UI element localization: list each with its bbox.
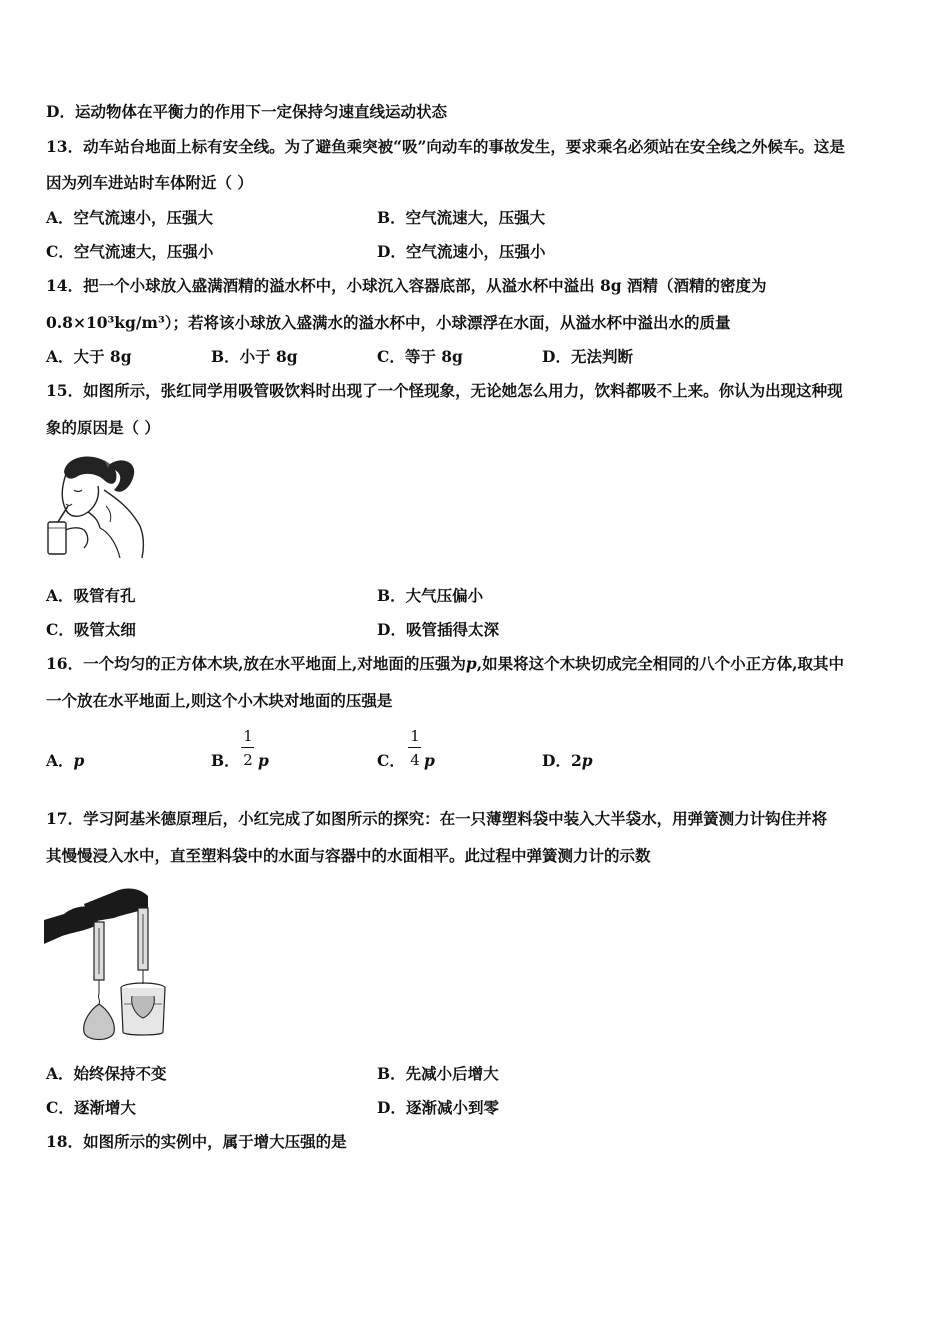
q16-stem-line1: 16．一个均匀的正方体木块,放在水平地面上,对地面的压强为p,如果将这个木块切成完全相同的八个小正方体,取其中: [46, 654, 845, 673]
q16-option-b-numerator: 1: [243, 727, 253, 745]
q13-stem-line2: 因为列车进站时车体附近（ ）: [46, 173, 253, 192]
q16-option-b-fraction-bar: [241, 747, 254, 748]
q16-pressure-var: p: [465, 654, 477, 673]
q15-stem-line2: 象的原因是（ ）: [46, 418, 160, 437]
girl-drinking-straw-figure: [44, 450, 148, 560]
q16-option-c-var: p: [424, 751, 435, 770]
q14-stem-line2: 0.8×10³kg/m³）；若将该小球放入盛满水的溢水杯中，小球漂浮在水面，从溢水杯中溢出水的质量: [46, 313, 731, 332]
q13-option-c: C．空气流速大，压强小: [46, 242, 214, 261]
q13-option-a: A．空气流速小，压强大: [46, 208, 214, 227]
q14-option-b: B．小于 8g: [211, 347, 298, 366]
q14-stem-line1: 14．把一个小球放入盛满酒精的溢水杯中，小球沉入容器底部，从溢水杯中溢出 8g 酒精（酒精的密度为: [46, 276, 767, 295]
q16-option-c-fraction-bar: [408, 747, 421, 748]
q17-option-d: D．逐渐减小到零: [377, 1098, 499, 1117]
q16-option-d: D．2p: [542, 751, 593, 770]
q13-option-b: B．空气流速大，压强大: [377, 208, 546, 227]
q15-option-b: B．大气压偏小: [377, 586, 484, 605]
q16-option-c-label: C．: [377, 751, 405, 770]
q14-option-c: C．等于 8g: [377, 347, 463, 366]
q17-option-b: B．先减小后增大: [377, 1064, 499, 1083]
q16-option-c-denominator: 4: [410, 751, 420, 769]
q16-option-b-denominator: 2: [243, 751, 253, 769]
q17-stem-line2: 其慢慢浸入水中，直至塑料袋中的水面与容器中的水面相平。此过程中弹簧测力计的示数: [46, 846, 651, 865]
spring-scale-experiment-figure: [44, 884, 172, 1046]
q18-stem-line1: 18．如图所示的实例中，属于增大压强的是: [46, 1132, 347, 1151]
q13-option-d: D．空气流速小，压强小: [377, 242, 546, 261]
q15-stem-line1: 15．如图所示，张红同学用吸管吸饮料时出现了一个怪现象，无论她怎么用力，饮料都吸不上来。你认为出现这种现: [46, 381, 843, 400]
q16-option-b-label: B．: [211, 751, 240, 770]
q14-option-d: D．无法判断: [542, 347, 633, 366]
q14-option-a: A．大于 8g: [46, 347, 132, 366]
q15-option-a: A．吸管有孔: [46, 586, 136, 605]
q15-option-d: D．吸管插得太深: [377, 620, 499, 639]
q16-option-b-var: p: [258, 751, 269, 770]
q15-option-c: C．吸管太细: [46, 620, 136, 639]
q17-option-a: A．始终保持不变: [46, 1064, 167, 1083]
q16-stem-line2: 一个放在水平地面上,则这个小木块对地面的压强是: [46, 691, 393, 710]
q16-option-c-numerator: 1: [410, 727, 420, 745]
q12-option-d: D．运动物体在平衡力的作用下一定保持匀速直线运动状态: [46, 102, 447, 121]
q13-stem-line1: 13．动车站台地面上标有安全线。为了避鱼乘突被“吸”向动车的事故发生，要求乘名必须站在安全线之外候车。这是: [46, 137, 845, 156]
q17-stem-line1: 17．学习阿基米德原理后，小红完成了如图所示的探究：在一只薄塑料袋中装入大半袋水，用弹簧测力计钩住并将: [46, 809, 828, 828]
q16-option-a: A．p: [46, 751, 85, 770]
q17-option-c: C．逐渐增大: [46, 1098, 136, 1117]
